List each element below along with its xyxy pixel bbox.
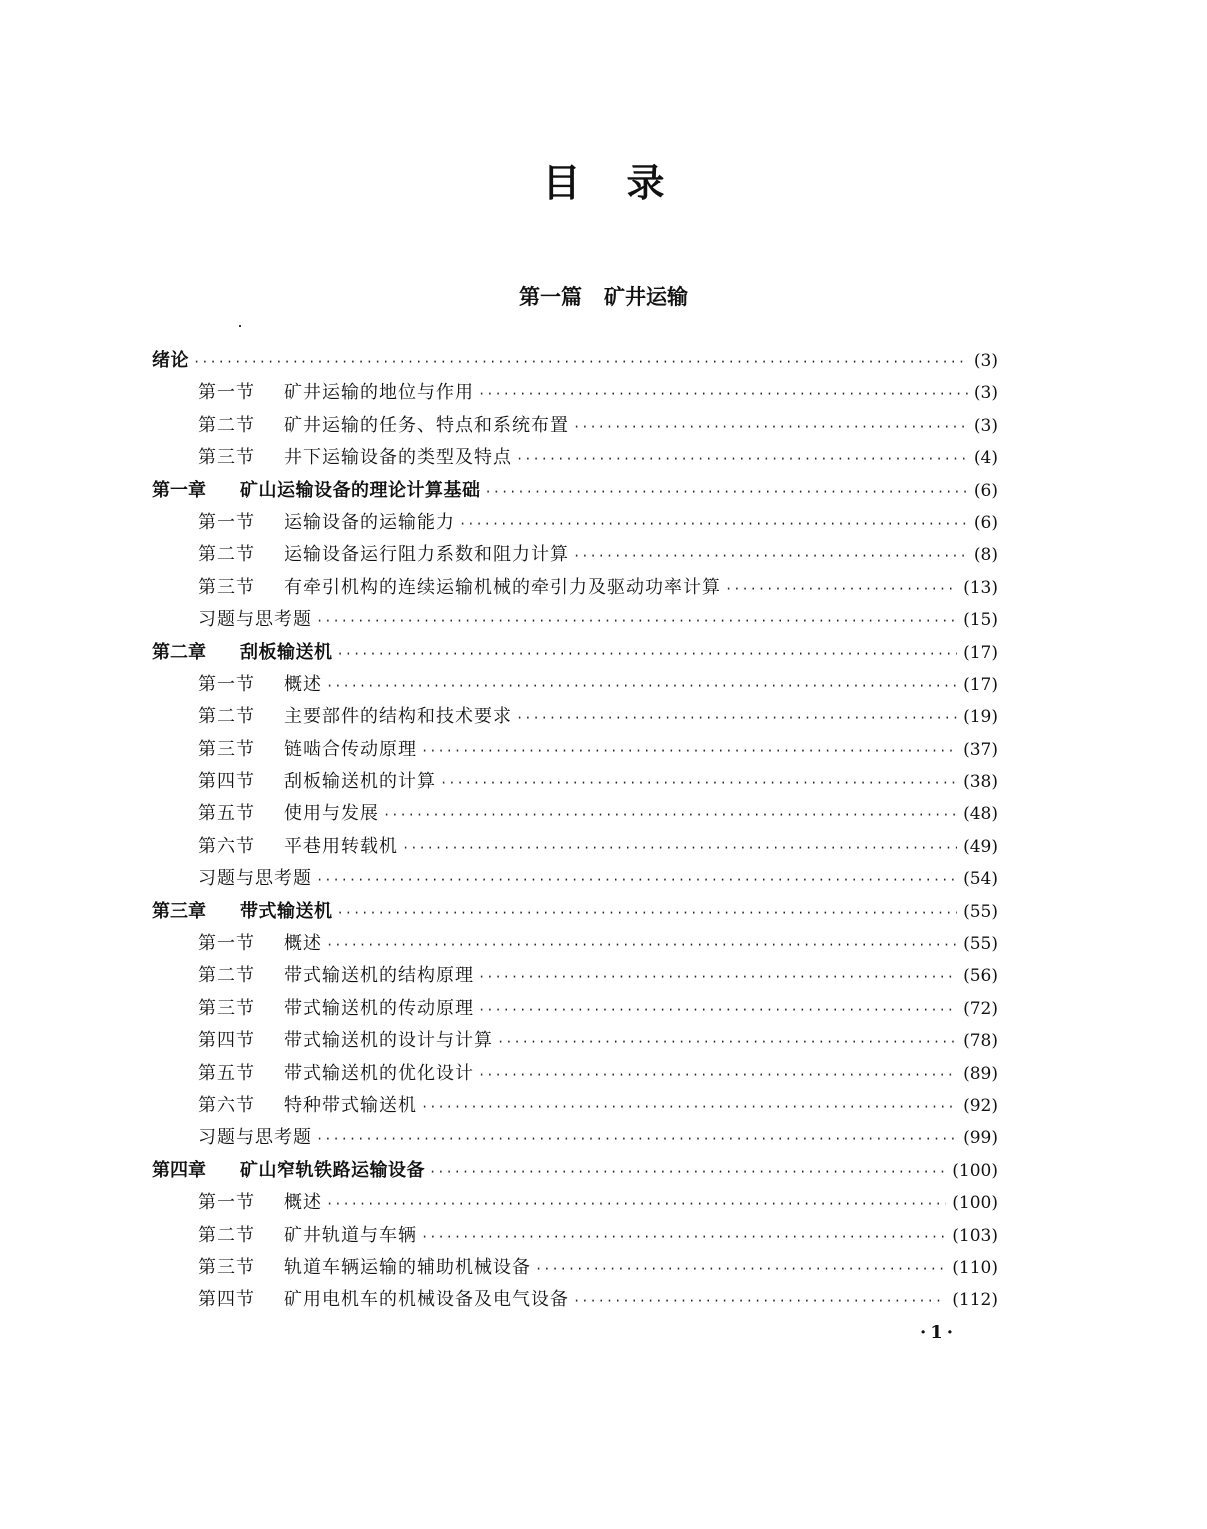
toc-section-row [152, 442, 998, 474]
toc-section-row [152, 734, 998, 766]
dot-leader [516, 443, 968, 475]
toc-chapter-row [152, 896, 998, 928]
toc-entry-number: 第四章 [152, 1159, 206, 1181]
toc-section-row [152, 572, 998, 604]
toc-entry-title: 刮板输送机的计算 [284, 771, 436, 793]
toc-entry-number: 第三节 [198, 576, 255, 598]
toc-section-row [152, 507, 998, 539]
toc-entry-page: (19) [963, 707, 998, 728]
toc-entry-number: 第二节 [198, 414, 255, 436]
dot-leader [316, 605, 957, 637]
dot-leader [478, 961, 957, 993]
toc-entry-page: (6) [973, 512, 998, 533]
dot-leader [326, 1188, 946, 1220]
toc-entry-title: 有牵引机构的连续运输机械的牵引力及驱动功率计算 [284, 576, 721, 598]
toc-entry-title: 带式输送机 [240, 900, 333, 922]
toc-entry-title: 矿井轨道与车辆 [284, 1224, 417, 1246]
toc-entry-number: 第一节 [198, 511, 255, 533]
dot-leader [478, 1059, 957, 1091]
toc-entry-page: (48) [963, 804, 998, 825]
toc-entry-page: (100) [952, 1160, 998, 1181]
toc-entry-number: 第二节 [198, 544, 255, 566]
toc-entry-page: (110) [952, 1257, 998, 1278]
toc-chapter-row [152, 475, 998, 507]
toc-section-row [152, 410, 998, 442]
toc-entry-title: 带式输送机的传动原理 [284, 997, 474, 1019]
toc-entry-title: 平巷用转载机 [284, 835, 398, 857]
toc-section-row [152, 604, 998, 636]
toc-entry-number: 第六节 [198, 1094, 255, 1116]
page-title: 目录 [542, 161, 711, 205]
dot-leader [573, 411, 968, 443]
toc-entry-number: 第五节 [198, 803, 255, 825]
toc-entry-page: (6) [973, 480, 998, 501]
toc-entry-title: 主要部件的结构和技术要求 [284, 706, 512, 728]
toc-entry-number: 第二章 [152, 641, 206, 663]
toc-section-row [152, 798, 998, 830]
toc-entry-title: 特种带式输送机 [284, 1094, 417, 1116]
dot-leader [573, 1285, 946, 1317]
toc-entry-title: 链啮合传动原理 [284, 738, 417, 760]
dot-leader [535, 1253, 946, 1285]
toc-section-row [152, 928, 998, 960]
dot-leader [316, 1123, 957, 1155]
toc-entry-title: 概述 [284, 673, 322, 695]
toc-entry-page: (13) [963, 577, 998, 598]
toc-entry-title: 习题与思考题 [198, 609, 312, 631]
toc-entry-number: 第二节 [198, 965, 255, 987]
dot-leader [326, 670, 957, 702]
dot-leader [421, 735, 957, 767]
toc-section-row [152, 831, 998, 863]
toc-entry-title: 使用与发展 [284, 803, 379, 825]
dot-leader [429, 1156, 946, 1188]
dot-leader [725, 573, 957, 605]
toc-entry-page: (38) [963, 772, 998, 793]
toc-section-row [152, 377, 998, 409]
toc-section-row [152, 1090, 998, 1122]
dot-leader [337, 897, 958, 929]
toc-entry-page: (103) [952, 1225, 998, 1246]
dot-leader [516, 702, 957, 734]
toc-entry-page: (15) [963, 610, 998, 631]
toc-entry-number: 第三节 [198, 997, 255, 1019]
toc-entry-number: 第三节 [198, 738, 255, 760]
toc-entry-title: 井下运输设备的类型及特点 [284, 447, 512, 469]
toc-entry-title: 运输设备的运输能力 [284, 511, 455, 533]
toc-entry-title: 矿山运输设备的理论计算基础 [240, 479, 481, 501]
toc-entry-page: (3) [973, 415, 998, 436]
toc-entry-page: (92) [963, 1095, 998, 1116]
page-number: ·1· [920, 1322, 958, 1343]
toc-chapter-row [152, 637, 998, 669]
dot-leader [573, 540, 968, 572]
toc-entry-title: 带式输送机的结构原理 [284, 965, 474, 987]
toc-entry-page: (17) [963, 674, 998, 695]
toc-entry-number: 第二节 [198, 1224, 255, 1246]
toc-section-row [152, 1025, 998, 1057]
toc-entry-number: 第三节 [198, 1256, 255, 1278]
toc-entry-title: 习题与思考题 [198, 868, 312, 890]
dot-leader [478, 994, 957, 1026]
toc-entry-page: (3) [973, 383, 998, 404]
toc-entry-page: (100) [952, 1193, 998, 1214]
toc-entry-page: (49) [963, 836, 998, 857]
toc-section-row [152, 1252, 998, 1284]
dot-leader [383, 799, 957, 831]
dot-leader [326, 929, 957, 961]
toc-entry-title: 习题与思考题 [198, 1127, 312, 1149]
dot-leader [459, 508, 968, 540]
toc-entry-page: (17) [963, 642, 998, 663]
dot-leader [421, 1221, 946, 1253]
toc-entry-number: 第四节 [198, 1289, 255, 1311]
toc-section-row [152, 960, 998, 992]
toc-entry-title: 矿用电机车的机械设备及电气设备 [284, 1289, 569, 1311]
toc-entry-title: 带式输送机的优化设计 [284, 1062, 474, 1084]
toc-entry-page: (112) [952, 1290, 998, 1311]
toc-entry-title: 绪论 [152, 350, 189, 371]
toc-entry-page: (37) [963, 739, 998, 760]
dot-leader [478, 378, 968, 410]
toc-entry-title: 带式输送机的设计与计算 [284, 1030, 493, 1052]
toc-entry-page: (55) [963, 934, 998, 955]
toc-entry-page: (54) [963, 869, 998, 890]
toc-section-row [152, 1220, 998, 1252]
toc-entry-page: (8) [973, 545, 998, 566]
toc-entry-title: 矿井运输的任务、特点和系统布置 [284, 414, 569, 436]
toc-entry-number: 第五节 [198, 1062, 255, 1084]
toc-entry-title: 矿井运输的地位与作用 [284, 382, 474, 404]
toc-entry-title: 概述 [284, 933, 322, 955]
toc-entry-page: (78) [963, 1031, 998, 1052]
toc-entry-number: 第六节 [198, 835, 255, 857]
toc-entry-page: (4) [973, 448, 998, 469]
toc-entry-number: 第一节 [198, 673, 255, 695]
toc-section-row [152, 863, 998, 895]
part-title: 第一篇 矿井运输 [519, 285, 688, 309]
toc-entry-title: 矿山窄轨铁路运输设备 [240, 1159, 425, 1181]
toc-section-row [152, 701, 998, 733]
toc-entry-number: 第三章 [152, 900, 206, 922]
table-of-contents [152, 345, 998, 1317]
dot-leader [440, 767, 957, 799]
dot-leader [421, 1091, 957, 1123]
toc-section-row [152, 669, 998, 701]
toc-entry-page: (89) [963, 1063, 998, 1084]
toc-section-row [152, 1284, 998, 1316]
dot-leader [402, 832, 957, 864]
toc-entry-number: 第一节 [198, 382, 255, 404]
toc-entry-title: 概述 [284, 1192, 322, 1214]
toc-entry-title: 运输设备运行阻力系数和阻力计算 [284, 544, 569, 566]
toc-entry-number: 第一节 [198, 933, 255, 955]
dot-leader [337, 638, 958, 670]
toc-section-row [152, 539, 998, 571]
toc-section-row [152, 1187, 998, 1219]
toc-chapter-row [152, 1155, 998, 1187]
dot-leader [485, 476, 968, 508]
toc-entry-number: 第三节 [198, 447, 255, 469]
toc-entry-title: 轨道车辆运输的辅助机械设备 [284, 1256, 531, 1278]
dot-leader [497, 1026, 957, 1058]
toc-entry-page: (72) [963, 998, 998, 1019]
toc-chapter-row [152, 345, 998, 377]
toc-entry-page: (55) [963, 901, 998, 922]
dot-leader [193, 346, 968, 378]
toc-entry-page: (56) [963, 966, 998, 987]
toc-section-row [152, 1122, 998, 1154]
scan-speck [239, 325, 241, 327]
toc-entry-number: 第一节 [198, 1192, 255, 1214]
toc-entry-number: 第四节 [198, 771, 255, 793]
dot-leader [316, 864, 957, 896]
toc-entry-page: (3) [973, 351, 998, 371]
toc-section-row [152, 993, 998, 1025]
toc-entry-number: 第二节 [198, 706, 255, 728]
toc-entry-page: (99) [963, 1128, 998, 1149]
toc-entry-title: 刮板输送机 [240, 641, 333, 663]
toc-entry-number: 第一章 [152, 479, 206, 501]
toc-section-row [152, 766, 998, 798]
toc-entry-number: 第四节 [198, 1030, 255, 1052]
toc-section-row [152, 1058, 998, 1090]
